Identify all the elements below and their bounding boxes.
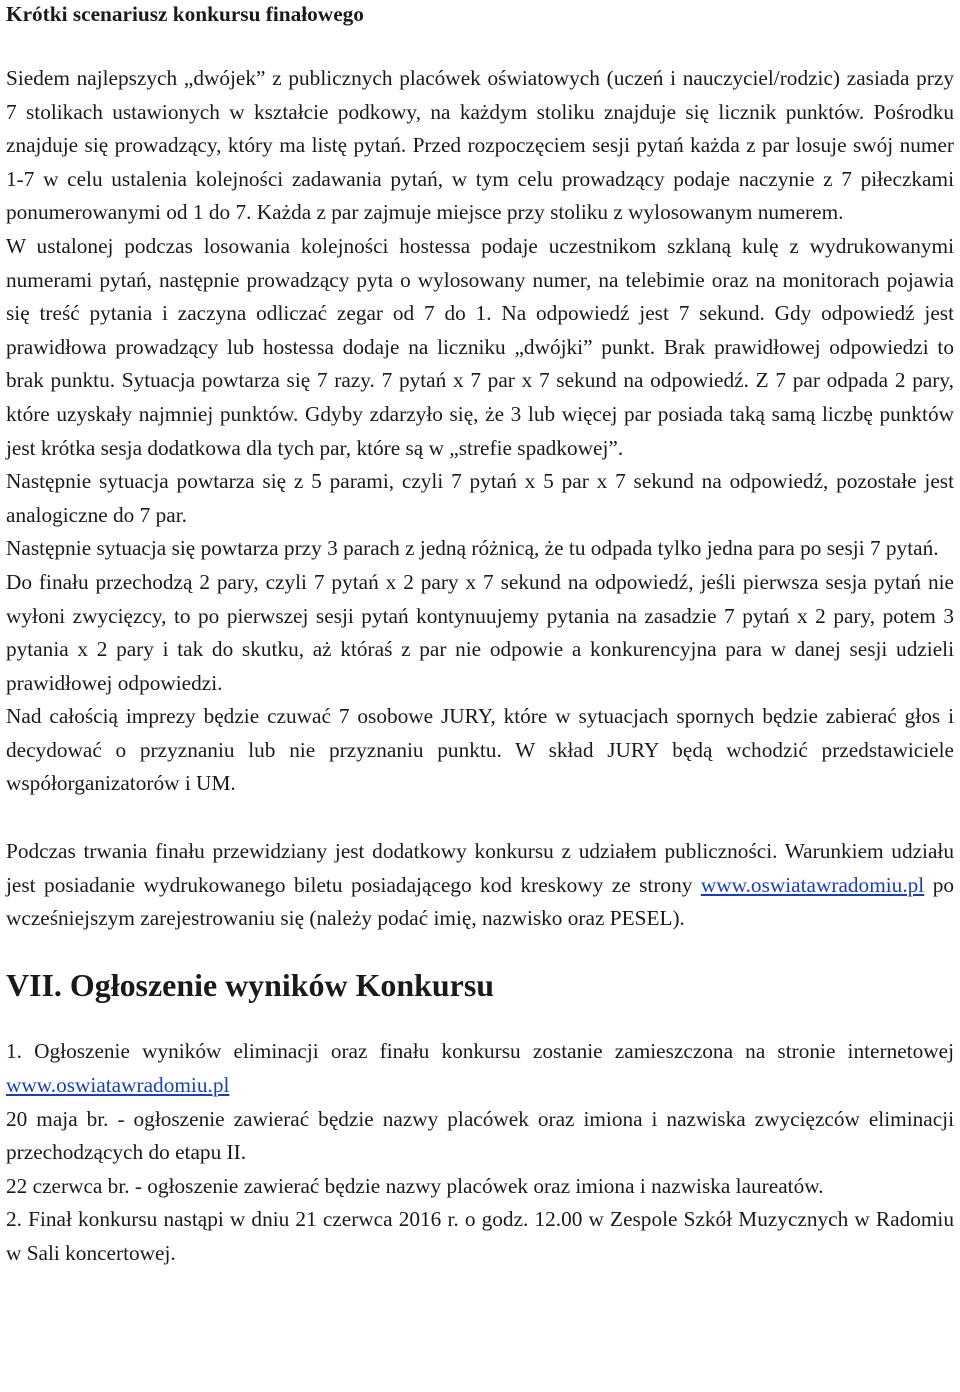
document-page xyxy=(6,0,954,1271)
paragraph-public-contest xyxy=(6,835,954,936)
document-title: Krótki scenariusz konkursu finałowego xyxy=(6,2,364,26)
spacer xyxy=(6,1002,954,1035)
paragraph-final: Do finału przechodzą 2 pary, czyli 7 pytań x 2 pary x 7 sekund na odpowiedź, jeśli pierwsza sesja pytań nie wyłoni zwycięzcy, to po pierwszej sesji pytań kontynuujemy pytania na zasadzie 7 pytań x 2 pary, potem 3 pytania x 2 pary i tak do skutku, aż któraś z par nie odpowie a konkurencyjna para w danej sesji udzieli prawidłowej odpowiedzi. xyxy=(6,569,954,695)
section-heading-results: VII. Ogłoszenie wyników Konkursu xyxy=(6,967,495,1003)
public-contest-text: Podczas trwania finału przewidziany jest dodatkowy konkursu z udziałem publiczności. Warunkiem udziału jest posiadanie wydrukowanego biletu posiadającego kod kreskowy ze strony xyxy=(6,839,954,897)
spacer xyxy=(6,936,954,969)
results-item-2: 2. Finał konkursu nastąpi w dniu 21 czerwca 2016 r. o godz. 12.00 w Zespole Szkół Muzycznych w Radomiu w Sali koncertowej. xyxy=(6,1207,954,1265)
spacer xyxy=(6,28,954,62)
spacer xyxy=(6,801,954,835)
results-website-link[interactable]: www.oswiatawradomiu.pl xyxy=(6,1073,230,1098)
results-date-may: 20 maja br. - ogłoszenie zawierać będzie nazwy placówek oraz imiona i nazwiska zwycięzców eliminacji przechodzących do etapu II. xyxy=(6,1106,954,1165)
results-date-june: 22 czerwca br. - ogłoszenie zawierać będzie nazwy placówek oraz imiona i nazwiska laureatów. xyxy=(6,1173,824,1198)
paragraph-intro: Siedem najlepszych „dwójek” z publicznych placówek oświatowych (uczeń i nauczyciel/rodzic) zasiada przy 7 stolikach ustawionych w kształcie podkowy, na każdym stoliku znajduje się licznik punktów. Pośrodku znajduje się prowadzący, który ma listę pytań. Przed rozpoczęciem sesji pytań każda z par losuje swój numer 1-7 w celu ustalenia kolejności zadawania pytań, w tym celu prowadzący podaje naczynie z 7 piłeczkami ponumerowanymi od 1 do 7. Każda z par zajmuje miejsce przy stoliku z wylosowanym numerem. xyxy=(6,66,954,225)
public-contest-text-end: po wcześniejszym zarejestrowaniu się (należy podać imię, nazwisko oraz PESEL). xyxy=(6,872,954,931)
paragraph-three-pairs: Następnie sytuacja się powtarza przy 3 parach z jedną różnicą, że tu odpada tylko jedna para po sesji 7 pytań. xyxy=(6,536,939,561)
paragraph-jury: Nad całością imprezy będzie czuwać 7 osobowe JURY, które w sytuacjach spornych będzie zabierać głos i decydować o przyznaniu lub nie przyznaniu punktu. W skład JURY będą wchodzić przedstawiciele współorganizatorów i UM. xyxy=(6,704,954,796)
paragraph-five-pairs: Następnie sytuacja powtarza się z 5 parami, czyli 7 pytań x 5 par x 7 sekund na odpowiedź, pozostałe jest analogiczne do 7 par. xyxy=(6,469,954,527)
paragraph-rules: W ustalonej podczas losowania kolejności hostessa podaje uczestnikom szklaną kulę z wydrukowanymi numerami pytań, następnie prowadzący pyta o wylosowany numer, na telebimie oraz na monitorach pojawia się treść pytania i zaczyna odliczać zegar od 7 do 1. Na odpowiedź jest 7 sekund. Gdy odpowiedź jest prawidłowa prowadzący lub hostessa dodaje na liczniku „dwójki” punkt. Brak prawidłowej odpowiedzi to brak punktu. Sytuacja powtarza się 7 razy. 7 pytań x 7 par x 7 sekund na odpowiedź. Z 7 par odpada 2 pary, które uzyskały najmniej punktów. Gdyby zdarzyło się, że 3 lub więcej par posiada taką samą liczbę punktów jest krótka sesja dodatkowa dla tych par, które są w „strefie spadkowej”. xyxy=(6,233,954,460)
website-link[interactable]: www.oswiatawradomiu.pl xyxy=(700,872,925,897)
results-item-1-text: 1. Ogłoszenie wyników eliminacji oraz finału konkursu zostanie zamieszczona na stronie internetowej xyxy=(6,1039,954,1064)
results-item-1 xyxy=(6,1035,954,1102)
